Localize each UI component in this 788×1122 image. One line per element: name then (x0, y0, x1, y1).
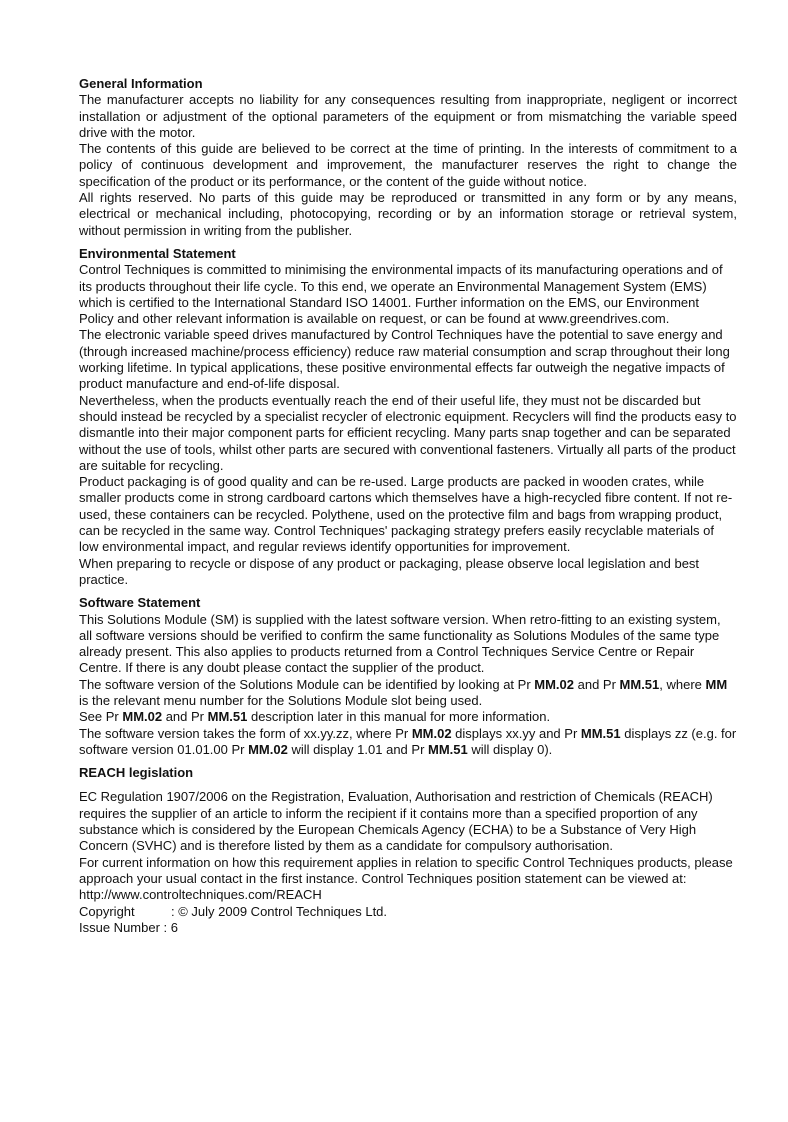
environmental-recycling-paragraph: Nevertheless, when the products eventually reach the end of their useful life, they must not be discarded but should instead be recycled by a specialist recycler of electronic equipment. Recyclers will find the products easy to dismantle into their major component parts for efficient recycling. Many parts snap together and can be separated without the use of tools, whilst other parts are secured with conventional fasteners. Virtually all parts of the product are suitable for recycling. (79, 392, 737, 473)
software-supply-paragraph: This Solutions Module (SM) is supplied with the latest software version. When retro-fitting to an existing system, all software versions should be verified to confirm the same functionality as Solutions Modules of the same type already present. This also applies to products returned from a Control Techniques Service Centre or Repair Centre. If there is any doubt please contact the supplier of the product. (79, 611, 721, 676)
software-see-paragraph: See Pr MM.02 and Pr MM.51 description later in this manual for more information. (79, 709, 551, 725)
software-statement-section (79, 595, 737, 758)
environmental-statement-heading: Environmental Statement (79, 245, 236, 261)
reach-legislation-heading: REACH legislation (79, 765, 194, 781)
general-liability-paragraph: The manufacturer accepts no liability for any consequences resulting from inappropriate, negligent or incorrect installation or adjustment of the optional parameters of the equipment or from mismatching the variable speed drive with the motor. (79, 92, 737, 140)
general-information-section (79, 76, 737, 239)
issue-number-value: : 6 (163, 919, 179, 935)
software-statement-heading: Software Statement (79, 595, 201, 611)
general-information-heading: General Information (79, 76, 203, 91)
reach-current-info-paragraph: For current information on how this requirement applies in relation to specific Control Techniques products, please approach your usual contact in the first instance. Control Techniques position statement can be viewed at: (79, 854, 733, 886)
copyright-value: : © July 2009 Control Techniques Ltd. (171, 903, 388, 919)
reach-url-link[interactable]: http://www.controltechniques.com/REACH (79, 887, 322, 903)
reach-legislation-section (79, 765, 737, 936)
general-rights-paragraph: All rights reserved. No parts of this guide may be reproduced or transmitted in any form or by any means, electrical or mechanical including, photocopying, recording or by an information storage or retrieval system, without permission in writing from the publisher. (79, 190, 737, 238)
environmental-commitment-paragraph: Control Techniques is committed to minimising the environmental impacts of its manufacturing operations and of its products throughout their life cycle. To this end, we operate an Environmental Management System (EMS) which is certified to the International Standard ISO 14001. Further information on the EMS, our Environment Policy and other relevant information is available on request, or can be found at www.greendrives.com. (79, 262, 723, 327)
copyright-line (79, 904, 737, 920)
copyright-label: Copyright (79, 903, 135, 919)
environmental-disposal-paragraph: When preparing to recycle or dispose of any product or packaging, please observe local legislation and best practice. (79, 555, 700, 587)
document-page (79, 76, 737, 936)
issue-number-line (79, 920, 737, 936)
general-contents-paragraph: The contents of this guide are believed to be correct at the time of printing. In the interests of commitment to a policy of continuous development and improvement, the manufacturer reserves the right to change the specification of the product or its performance, or the content of the guide without notice. (79, 141, 737, 189)
issue-number-label: Issue Number (79, 919, 160, 935)
environmental-statement-section (79, 246, 737, 588)
reach-regulation-paragraph: EC Regulation 1907/2006 on the Registration, Evaluation, Authorisation and restriction of Chemicals (REACH) requires the supplier of an article to inform the recipient if it contains more than a specified proportion of any substance which is considered by the European Chemicals Agency (ECHA) to be a Substance of Very High Concern (SVHC) and is therefore listed by them as a candidate for compulsory authorisation. (79, 789, 713, 854)
software-format-paragraph: The software version takes the form of xx.yy.zz, where Pr MM.02 displays xx.yy and Pr MM.51 displays zz (e.g. for software version 01.01.00 Pr MM.02 will display 1.01 and Pr MM.51 will display 0). (79, 725, 737, 757)
environmental-energy-paragraph: The electronic variable speed drives manufactured by Control Techniques have the potential to save energy and (through increased machine/process efficiency) reduce raw material consumption and scrap throughout their long working lifetime. In typical applications, these positive environmental effects far outweigh the negative impacts of product manufacture and end-of-life disposal. (79, 327, 730, 392)
software-version-paragraph: The software version of the Solutions Module can be identified by looking at Pr MM.02 and Pr MM.51, where MM is the relevant menu number for the Solutions Module slot being used. (79, 676, 728, 708)
environmental-packaging-paragraph: Product packaging is of good quality and can be re-used. Large products are packed in wooden crates, while smaller products come in strong cardboard cartons which themselves have a high-recycled fibre content. If not re-used, these containers can be recycled. Polythene, used on the protective film and bags from wrapping product, can be recycled in the same way. Control Techniques' packaging strategy prefers easily recyclable materials of low environmental impact, and regular reviews identify opportunities for improvement. (79, 474, 733, 555)
